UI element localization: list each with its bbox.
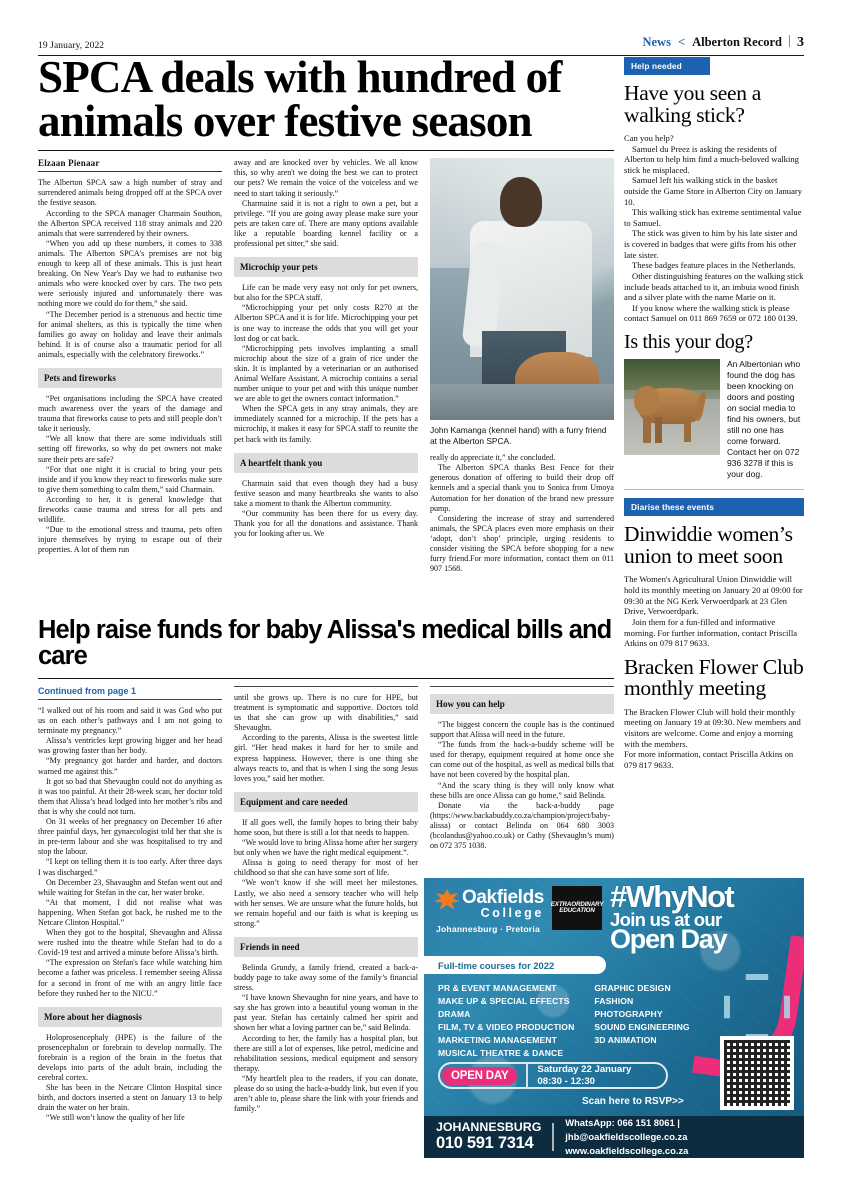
paragraph: The Women's Agricultural Union Dinwiddie will hold its monthly meeting on January 20 at 09:00 for 09:30 at the NG Kerk Verwoerdpark at 23 Glen Drive, Verwoerdpark. [624, 574, 803, 617]
subhead-microchip-your-pets: Microchip your pets [234, 256, 418, 277]
subhead-more-about-her-diagnosis: More about her diagnosis [38, 1006, 222, 1027]
ad-open-day-when [526, 1064, 631, 1086]
paragraph: On December 23, Shavaughn and Stefan went out and while waiting for Stefan in the car, her water broke. [38, 877, 222, 897]
paragraph: If all goes well, the family hopes to bring their baby home soon, but there is still a lot that needs to happen. [234, 817, 418, 837]
paragraph: Charmain said that even though they had a busy festive season and many heartbreaks she wants to also take a moment to thank the Alberton community. [234, 478, 418, 508]
ad-scan-text: Scan here to RSVP>> [582, 1096, 684, 1107]
list-item: MAKE UP & SPECIAL EFFECTS [438, 996, 570, 1007]
paragraph: “I kept on telling them it is too early. After three days I was discharged.” [38, 857, 222, 877]
publication-date: 19 January, 2022 [38, 41, 105, 51]
ad-course-column-left [438, 982, 574, 1060]
list-item: 3D ANIMATION [594, 1035, 657, 1046]
paragraph: The Alberton SPCA saw a high number of stray and surrendered animals being dropped off at the SPCA over the festive season. [38, 178, 222, 208]
paragraph: Samuel du Preez is asking the residents of Alberton to help him find a much-beloved walking stick he misplaced. [624, 143, 799, 175]
sidebar [624, 56, 804, 770]
list-item: MUSICAL THEATRE & DANCE [438, 1048, 564, 1059]
paragraph: Donate via the back-a-buddy page (https://www.backabuddy.co.za/champion/project/baby-alissa) or contact Belinda on 064 680 3003 (bcolandus@yahoo.co.uk) or Cathy (Shevaughn’s mum) on 072 375 1038. [430, 800, 614, 851]
continued-from-label: Continued from page 1 [38, 686, 222, 700]
subhead-a-heartfelt-thank-you: A heartfelt thank you [234, 452, 418, 473]
list-item: FILM, TV & VIDEO PRODUCTION [438, 1022, 575, 1033]
sidebar-headline-dinwiddie: Dinwiddie women’s union to meet soon [624, 522, 793, 568]
list-item: PR & EVENT MANAGEMENT [438, 983, 557, 993]
paragraph: “I have known Shevaughn for nine years, and have to say she has grown into a beautiful young woman in the past year. Stefan has certainly calmed her spirit and shown her what a loving partner can be,” said Belinda. [234, 993, 418, 1033]
column-rule [430, 686, 614, 687]
paragraph: “The biggest concern the couple has is the continued support that Alissa will need in the future. [430, 720, 614, 740]
story-spca-col-1 [38, 158, 222, 574]
masthead-right [642, 34, 804, 51]
page-title: SPCA deals with hundred of animals over festive season [38, 52, 562, 146]
story-spca-columns [38, 158, 614, 574]
dog-notice [624, 359, 804, 481]
story-spca-col-2 [234, 158, 418, 574]
paragraph: The Alberton SPCA thanks Best Fence for their generous donation of offering to build their drop off kennels and a special thank you to Sonica from Umoya Automation for her donation of the brand new pressure pump. [430, 463, 614, 513]
paragraph: Alissa is going to need therapy for most of her childhood so that she can have some sort of life. [234, 858, 418, 878]
story-spca [38, 52, 614, 574]
ad-open-day-line: Open Day [610, 924, 727, 955]
ad-open-day-date: Saturday 22 January [537, 1064, 632, 1076]
paragraph: It got so bad that Shevaughn could not do anything as it was too painful. At their 28-week scan, her doctor told them that Alissa’s head lodged into her mother’s ribs and that is why she could not turn. [38, 776, 222, 816]
ad-website[interactable]: www.oakfieldscollege.co.za [565, 1145, 689, 1157]
list-item: MARKETING MANAGEMENT [438, 1035, 557, 1046]
paragraph: “Pet organisations including the SPCA have created much awareness over the years of the damage and trauma that fireworks cause to pets and still people don’t take it seriously. [38, 393, 222, 434]
ad-footer-city-block [436, 1121, 541, 1152]
ad-footer [424, 1116, 804, 1158]
column-rule [234, 686, 418, 687]
paragraph: “Microchipping your pet only costs R270 at the Alberton SPCA and it is for life. Microchipping your pet is one way to increase the odds that you will get your lost dog or cat back. [234, 303, 418, 343]
list-item: GRAPHIC DESIGN [594, 983, 671, 993]
paragraph: According to her, the family has a hospital plan, but there are still a lot of expenses, like petrol, medicine and rehabilitation sessions, medical equipment and sensory therapy. [234, 1033, 418, 1073]
story-alissa-col-2 [234, 686, 418, 1124]
paragraph: Join them for a fun-filled and informative morning. For further information, contact Priscilla Atkins on 079 817 9633. [624, 616, 798, 649]
ad-open-day-box [438, 1062, 668, 1089]
paragraph: On 31 weeks of her pregnancy on December 16 after three painful days, her gynaecologist told her that she is in pre-term labour and she was hospitalised to try and stop the labour. [38, 817, 222, 857]
list-item: DRAMA [438, 1009, 471, 1020]
paragraph: Alissa’s ventricles kept growing bigger and her head was growing faster than her body. [38, 736, 222, 756]
story-alissa-col-1 [38, 686, 222, 1124]
list-item: FASHION [594, 996, 634, 1007]
paragraph: Samuel left his walking stick in the basket outside the Game Store in Alberton City on January 10. [624, 175, 803, 207]
paragraph: “We still won’t know the quality of her life [46, 1113, 185, 1123]
paragraph: “We all know that there are some individuals still setting off fireworks, so why do pet owners not make sure their pets are safe? [38, 434, 222, 464]
paragraph: These badges feature places in the Netherlands. [632, 260, 796, 271]
paragraph: Can you help? [624, 133, 674, 143]
paragraph: “When you add up these numbers, it comes to 338 animals. The Alberton SPCA's premises are not big enough to keep all of these animals. This is just heart breaking. On New Year's Day we had to euthanise two animals who were knocked over by cars. The two pets were seriously injured and unfortunately there was nothing more we could do for them,” she said. [38, 238, 222, 309]
sidebar-headline-bracken-flower-club: Bracken Flower Club monthly meeting [624, 654, 804, 701]
paragraph: “My heartfelt plea to the readers, if you can donate, please do so using the back-a-buddy link, but even if you aren’t able to, please share the link with your friends and family.” [234, 1073, 418, 1114]
paragraph: “Our community has been there for us every day. Thank you for all the donations and assistance. Thank you for looking after us. We [234, 508, 418, 539]
headline-rule [38, 150, 614, 151]
paragraph: “Due to the emotional stress and trauma, pets often injure themselves by trying to escape out of their properties. A lot of them run [38, 525, 222, 555]
ad-phone: 010 591 7314 [436, 1134, 534, 1153]
subhead-friends-in-need: Friends in need [234, 936, 418, 957]
subhead-pets-and-fireworks: Pets and fireworks [38, 367, 222, 388]
list-item: SOUND ENGINEERING [594, 1022, 690, 1033]
ad-open-day-time: 08:30 - 12:30 [537, 1075, 596, 1087]
caret-icon: < [677, 35, 686, 49]
ad-badge [552, 886, 602, 930]
advertisement-oakfields-college[interactable] [424, 878, 804, 1158]
paragraph: away and are knocked over by vehicles. We all know this, so why aren't we doing the best we can to protect our pets? We remain the voice of the voiceless and we need to start taking it seriously.” [234, 158, 418, 198]
paragraph: Other distinguishing features on the walking stick include beads attached to it, an imbuia wood finish and a silver plate with the name Marie on it. [624, 270, 804, 303]
section-label: News [642, 35, 671, 49]
ad-footer-divider [552, 1123, 554, 1151]
photo-kennel-hand-with-dog [430, 158, 614, 420]
paragraph: until she grows up. There is no cure for HPE, but treatment is symptomatic and supportive. Doctors told us that she can grow up with disabilities,” said Shevaughn. [234, 693, 418, 733]
ad-logo-name: Oakfields [462, 887, 544, 908]
paragraph: “And the scary thing is they will only know what these bills are once Alissa can go home,” said Belinda. [430, 780, 614, 800]
ad-hashtag: #WhyNot [610, 879, 734, 914]
dog-notice-text: An Albertonian who found the dog has been knocking on doors and posting on social media to find his owners, but still no one has come forward. Contact her on 072 936 3278 if this is your dog. [727, 358, 801, 480]
ad-logo-cities: Johannesburg · Pretoria [436, 923, 540, 934]
paragraph: The Bracken Flower Club will hold their monthly meeting on January 19 at 09:30. New members and visitors are welcome. Come and enjoy a morning with the members. [624, 706, 801, 749]
story-spca-col-3 [430, 158, 614, 574]
paragraph: She has been in the Netcare Clinton Hospital since birth, and doctors inserted a stent on January 13 to help drain the water on her brain. [38, 1083, 222, 1113]
paragraph: “The expression on Stefan's face while watching him become a father was priceless. I remember seeing Alissa for a second in front of me with an angry little face before they rushed her to the NICU.” [38, 958, 222, 998]
paragraph: “I walked out of his room and said it was God who put us on each other’s pathways and I am not going to terminate my pregnancy.” [38, 706, 222, 736]
sidebar-divider [624, 489, 804, 490]
paragraph: “For that one night it is crucial to bring your pets inside and if you know they react to fireworks make sure to give them something to calm them,” said Charmain. [38, 464, 222, 494]
paragraph: “Microchipping pets involves implanting a small microchip about the size of a grain of rice under the skin. It is implanted by a veterinarian or an authorised Animal Welfare Assistant. A microchip contains a serial number unique to your pet and with this unique number we are able to get the owners contact information.” [234, 343, 418, 404]
ad-open-day-pill: OPEN DAY [442, 1067, 517, 1085]
paragraph: Considering the increase of stray and surrendered animals, the SPCA places even more emphasis on their ‘adopt, don’t shop’ principle, urging residents to consider visiting the SPCA before shopping for a new furry friend.For more information, contact them on 011 907 1568. [430, 513, 614, 574]
photo-found-dog [624, 359, 720, 455]
qr-code-icon[interactable] [720, 1036, 794, 1110]
subhead-how-you-can-help: How you can help [430, 693, 614, 714]
paper-name: Alberton Record [692, 35, 782, 49]
paragraph: “My pregnancy got harder and harder, and doctors warned me against this.” [38, 756, 222, 776]
paragraph: According to her, it is general knowledge that fireworks cause trauma and stress for all pets and wildlife. [38, 494, 222, 525]
masthead-divider [789, 35, 790, 47]
paragraph: According to the SPCA manager Charmain Southon, the Alberton SPCA received 118 stray animals and 220 animals that were surrendered by their owners. [38, 208, 222, 238]
paragraph: “The funds from the back-a-buddy scheme will be used for therapy, equipment required at home once she can come out of the hospital, as well as medical bills that have not been covered by the hospital plan. [430, 740, 614, 780]
paragraph: According to the parents, Alissa is the sweetest little girl. “Her head makes it hard for her to smile and express happiness. However, there is one thing she always reacts to, and that is when I sing the song Jesus loves you,” said her mother. [234, 733, 418, 783]
paragraph: “At that moment, I did not realise what was happening. When Stefan got back, he rushed me to the Netcare Clinton Hospital.” [38, 897, 222, 927]
paragraph: When they got to the hospital, Shevaughn and Alissa were rushed into the theatre while Stefan had to do a Covid-19 test and arrived a minute before Alissa’s birth. [38, 928, 222, 958]
ad-logo [436, 888, 544, 934]
paragraph: Life can be made very easy not only for pet owners, but also for the SPCA staff. [234, 283, 418, 303]
paragraph: Charmaine said it is not a right to own a pet, but a privilege. “If you are going away please make sure your pets are taken care of. There are many options available like a reputable boarding kennel facility or a professional pet sitter,” she said. [234, 198, 418, 249]
paragraph: “We would love to bring Alissa home after her surgery but only when we have the right medical equipment.”. [234, 838, 418, 858]
byline: Elzaan Pienaar [38, 158, 100, 169]
subhead-equipment-and-care-needed: Equipment and care needed [234, 791, 418, 812]
leaf-icon [434, 889, 460, 911]
paragraph: If you know where the walking stick is please contact Samuel on 011 869 7659 or 072 180 0139. [624, 302, 798, 324]
paragraph: Belinda Grundy, a family friend, created a back-a-buddy page to take away some of the family’s financial stress. [234, 962, 418, 993]
byline-rule [38, 171, 222, 172]
ad-city: JOHANNESBURG [436, 1120, 542, 1135]
ad-whatsapp: WhatsApp: 066 151 8061 | jhb@oakfieldscollege.co.za [565, 1116, 688, 1142]
ad-slogan-block [610, 879, 802, 955]
page-number: 3 [797, 35, 804, 50]
flag-diarise-these-events: Diarise these events [624, 498, 804, 516]
paragraph: When the SPCA gets in any stray animals, they are immediately scanned for a microchip. If the pets has a microchip, it makes it easy for SPCA staff to reunite the pet back with its family. [234, 404, 418, 444]
sidebar-headline-is-this-your-dog: Is this your dog? [624, 330, 753, 353]
paragraph: Holoprosencephaly (HPE) is the failure of the prosencephalon or forebrain to develop normally. The forebrain is a region of the brain in the foetus that develops into parts of the adult brain, including the cerebral cortex. [38, 1032, 222, 1083]
ad-logo-subname: College [480, 906, 544, 920]
ad-badge-text: EXTRAORDINARY EDUCATION [550, 900, 604, 914]
paragraph: really do appreciate it,” she concluded. [430, 453, 556, 463]
ad-footer-contact-block [565, 1116, 792, 1158]
list-item: PHOTOGRAPHY [594, 1009, 663, 1020]
ad-course-column-right [594, 982, 689, 1060]
sidebar-headline-walking-stick: Have you seen a walking stick? [624, 81, 761, 127]
headline-rule-b [38, 678, 614, 679]
ad-join-line: Join us at our [610, 908, 722, 930]
ad-fulltime-banner: Full-time courses for 2022 [424, 956, 606, 974]
flag-help-needed: Help needed [624, 57, 710, 75]
paragraph: This walking stick has extreme sentimental value to Samuel. [624, 207, 802, 228]
paragraph: The stick was given to him by his late sister and is covered in badges that were gifts from his other late sister. [624, 228, 798, 260]
paragraph: For more information, contact Priscilla Atkins on 079 817 9633. [624, 749, 794, 770]
paragraph: “The December period is a strenuous and hectic time for animal shelters, as this is typically the time when families go away on holiday and leave their animals behind. It is of course also a traumatic period for all animals, especially with the celebratory fireworks.” [38, 309, 222, 359]
photo-caption: John Kamanga (kennel hand) with a furry friend at the Alberton SPCA. [430, 425, 607, 447]
paragraph: “We won’t know if she will meet her milestones. Lastly, we also need a sensory teacher who will help with her senses. We are unsure what the future holds, but we remain hopeful and our faith is what is keeping us strong.” [234, 878, 418, 928]
story-alissa-headline: Help raise funds for baby Alissa's medical bills and care [38, 616, 612, 670]
